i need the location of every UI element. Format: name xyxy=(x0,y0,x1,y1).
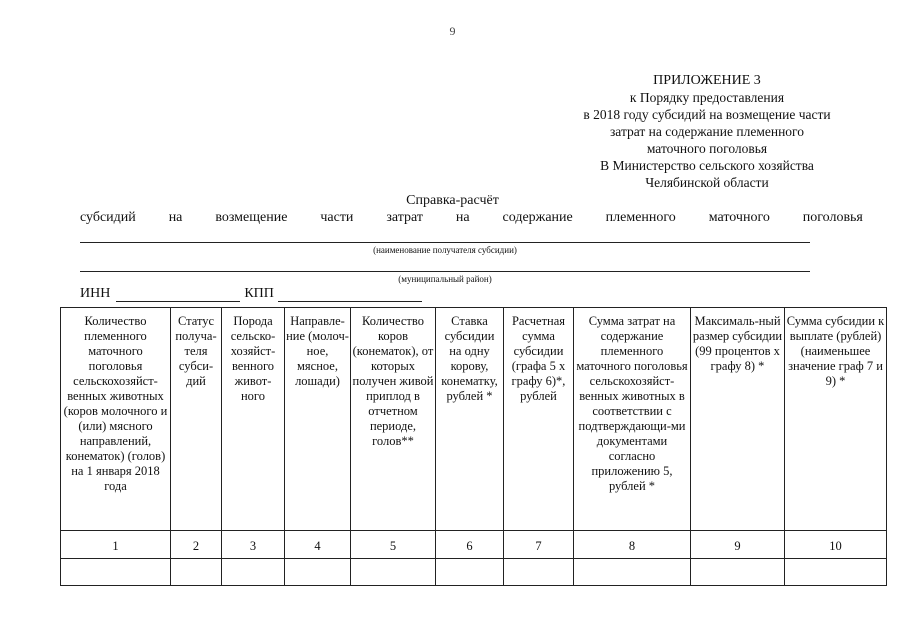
column-number: 6 xyxy=(436,531,504,559)
inn-kpp-row xyxy=(80,286,422,302)
subtitle-word: содержание xyxy=(502,210,573,225)
recipient-name-caption: (наименование получателя субсидии) xyxy=(373,245,517,255)
column-header: Порода сельско-хозяйст-венного живот-ного xyxy=(222,308,285,531)
column-number: 8 xyxy=(574,531,691,559)
subtitle-word: субсидий xyxy=(80,210,136,225)
subtitle-word: на xyxy=(455,210,470,225)
form-subtitle xyxy=(80,210,863,226)
column-number: 9 xyxy=(691,531,785,559)
column-header: Количество племенного маточного поголовья сельскохозяйст-венных животных (коров молочного и (или) мясного направлений, конематок) (голов) на 1 января 2018 года xyxy=(61,308,171,531)
appendix-line: к Порядку предоставления xyxy=(629,90,785,105)
data-cell[interactable] xyxy=(351,559,436,586)
column-header: Ставка субсидии на одну корову, конематку, рублей * xyxy=(436,308,504,531)
column-header: Количество коров (конематок), от которых получен живой приплод в отчетном периоде, голов** xyxy=(351,308,436,531)
kpp-label: КПП xyxy=(244,286,274,301)
data-cell[interactable] xyxy=(285,559,351,586)
subtitle-word: части xyxy=(320,210,354,225)
column-header: Максималь-ный размер субсидии (99 процентов х графу 8) * xyxy=(691,308,785,531)
appendix-line: В Министерство сельского хозяйства xyxy=(600,158,814,173)
column-number: 5 xyxy=(351,531,436,559)
subtitle-word: затрат xyxy=(386,210,423,225)
column-number-row xyxy=(61,531,887,559)
data-cell[interactable] xyxy=(504,559,574,586)
column-header: Расчетная сумма субсидии (графа 5 х графу 6)*, рублей xyxy=(504,308,574,531)
column-number: 3 xyxy=(222,531,285,559)
column-header: Сумма затрат на содержание племенного маточного поголовья сельскохозяйст-венных животных в соответствии с подтверждающи-ми документами согласно приложению 5, рублей * xyxy=(574,308,691,531)
data-cell[interactable] xyxy=(691,559,785,586)
appendix-header xyxy=(557,72,857,191)
recipient-name-line[interactable] xyxy=(80,242,810,243)
data-entry-row xyxy=(61,559,887,586)
column-number: 10 xyxy=(785,531,887,559)
subtitle-word: возмещение xyxy=(215,210,288,225)
municipal-district-caption: (муниципальный район) xyxy=(398,274,492,284)
column-header: Направле-ние (молоч-ное, мясное, лошади) xyxy=(285,308,351,531)
form-title: Справка-расчёт xyxy=(406,193,499,208)
column-number: 7 xyxy=(504,531,574,559)
inn-field[interactable] xyxy=(116,287,240,302)
subtitle-word: на xyxy=(168,210,183,225)
data-cell[interactable] xyxy=(785,559,887,586)
column-header: Статус получа-теля субси-дий xyxy=(171,308,222,531)
subtitle-word: поголовья xyxy=(802,210,863,225)
column-number: 4 xyxy=(285,531,351,559)
column-header: Сумма субсидии к выплате (рублей) (наименьшее значение граф 7 и 9) * xyxy=(785,308,887,531)
appendix-line: в 2018 году субсидий на возмещение части xyxy=(583,107,831,122)
data-cell[interactable] xyxy=(574,559,691,586)
appendix-line: затрат на содержание племенного xyxy=(609,124,805,139)
subtitle-word: маточного xyxy=(708,210,770,225)
kpp-field[interactable] xyxy=(278,287,422,302)
municipal-district-line[interactable] xyxy=(80,271,810,272)
table-header-row xyxy=(61,308,887,531)
data-cell[interactable] xyxy=(61,559,171,586)
column-number: 1 xyxy=(61,531,171,559)
appendix-line: Челябинской области xyxy=(645,175,769,190)
column-number: 2 xyxy=(171,531,222,559)
appendix-line: маточного поголовья xyxy=(646,141,768,156)
appendix-title: ПРИЛОЖЕНИЕ 3 xyxy=(653,73,761,88)
subtitle-word: племенного xyxy=(605,210,676,225)
inn-label: ИНН xyxy=(80,286,111,301)
page-number: 9 xyxy=(449,24,456,38)
data-cell[interactable] xyxy=(436,559,504,586)
data-cell[interactable] xyxy=(222,559,285,586)
calculation-table xyxy=(60,307,887,586)
data-cell[interactable] xyxy=(171,559,222,586)
